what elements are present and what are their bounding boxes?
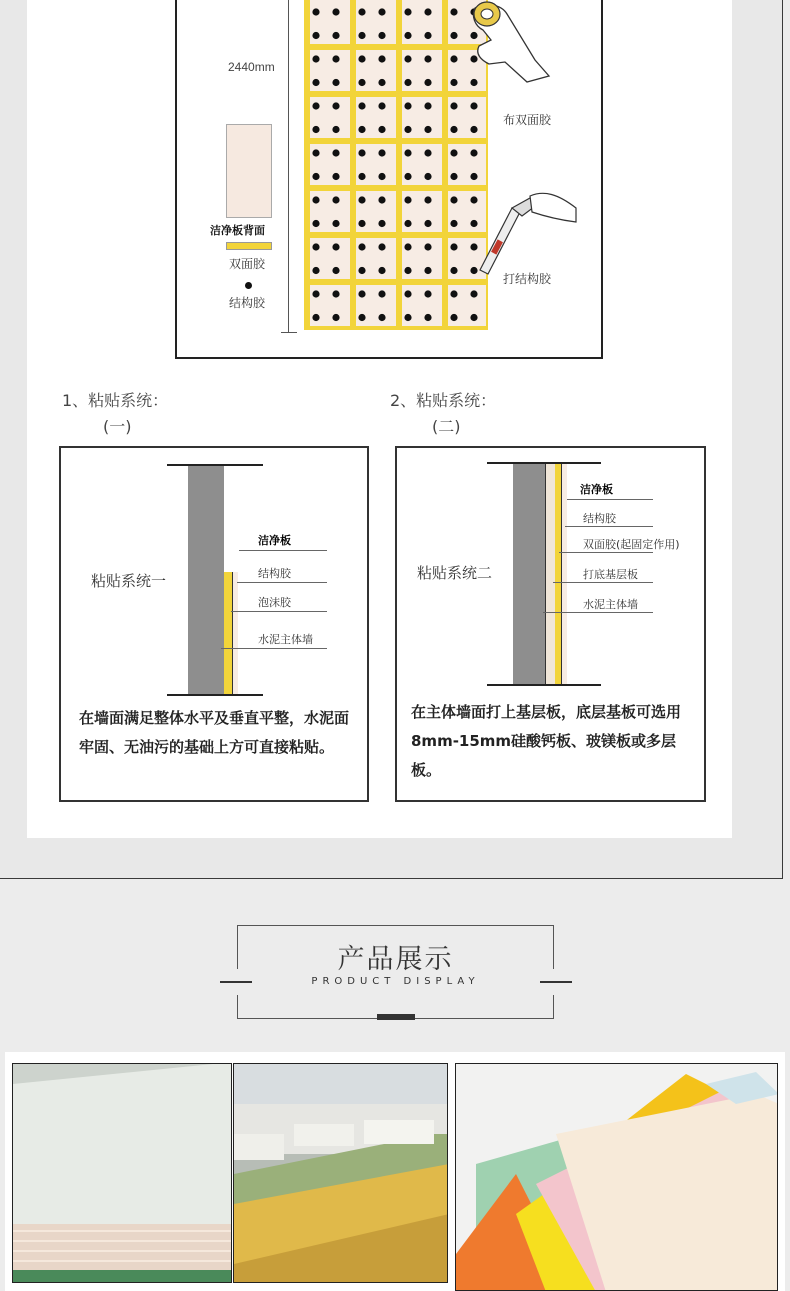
glue-dot (378, 290, 385, 297)
glue-dot (424, 290, 431, 297)
glue-dot (450, 149, 457, 156)
tape-legend-label: 双面胶 (229, 257, 266, 271)
glue-dot (470, 149, 477, 156)
glue-dot (404, 79, 411, 86)
height-dimension-line (288, 0, 289, 333)
glue-dot (312, 196, 319, 203)
glue-dot (332, 32, 339, 39)
product-section-subtitle: PRODUCT DISPLAY (311, 976, 480, 987)
glue-dot (312, 55, 319, 62)
glue-dot (470, 290, 477, 297)
glue-dot (378, 32, 385, 39)
base-board-layer (545, 464, 555, 684)
system2-title: 粘贴系统二 (417, 564, 493, 582)
product-photo-white-board[interactable] (12, 1063, 232, 1283)
glue-dot (404, 267, 411, 274)
product-section-header (237, 925, 554, 1019)
system2-caption: 2、粘贴系统： (390, 391, 497, 410)
hand-applying-tape-icon (445, 0, 555, 90)
glue-dot (312, 267, 319, 274)
glue-dot (332, 173, 339, 180)
glue-dot (450, 126, 457, 133)
glue-dot (404, 173, 411, 180)
header-right-rule (540, 981, 572, 983)
layer-leader (221, 648, 327, 649)
glue-dot (332, 102, 339, 109)
product-gallery (5, 1052, 785, 1291)
glue-dot (404, 196, 411, 203)
glue-dot (332, 314, 339, 321)
foam-tape-layer (224, 572, 232, 694)
system2-box (395, 446, 706, 802)
glue-dot (404, 126, 411, 133)
glue-dot (312, 314, 319, 321)
glue-dot (332, 267, 339, 274)
glue-dot (312, 32, 319, 39)
wall-bottom-line (487, 684, 601, 686)
glue-dot (312, 79, 319, 86)
layer-leader (567, 499, 653, 500)
glue-dot (332, 149, 339, 156)
glue-dot (358, 243, 365, 250)
glue-dot (312, 8, 319, 15)
header-accent-bar (377, 1014, 415, 1020)
glue-dot (358, 102, 365, 109)
product-section-title: 产品展示 (337, 944, 454, 975)
system1-subcaption: (一) (103, 417, 132, 436)
system1-caption: 1、粘贴系统： (62, 391, 169, 410)
glue-dot (378, 126, 385, 133)
layer-label: 水泥主体墙 (583, 598, 638, 611)
cement-wall (188, 466, 224, 694)
tape-strip-horizontal (304, 185, 488, 191)
tape-swatch (226, 242, 272, 250)
layer-leader (231, 611, 327, 612)
glue-dot (424, 314, 431, 321)
glue-dot (378, 196, 385, 203)
glue-dot (424, 173, 431, 180)
glue-dot (450, 102, 457, 109)
layer-label: 洁净板 (258, 534, 291, 547)
color-samples-image (456, 1064, 778, 1291)
glue-dot (378, 220, 385, 227)
glue-dot (378, 243, 385, 250)
glue-dot (424, 102, 431, 109)
layer-leader (237, 582, 327, 583)
glue-dot (358, 314, 365, 321)
height-dimension-tick (281, 332, 297, 333)
layer-leader (239, 550, 327, 551)
tape-strip-horizontal (304, 138, 488, 144)
glue-dot (450, 267, 457, 274)
glue-dot (424, 267, 431, 274)
glue-dot (358, 267, 365, 274)
glue-dot (424, 149, 431, 156)
product-photo-warehouse[interactable] (233, 1063, 448, 1283)
warehouse-image (234, 1064, 448, 1283)
glue-dot (424, 55, 431, 62)
glue-dot (332, 79, 339, 86)
glue-dot (332, 8, 339, 15)
glue-dot (450, 173, 457, 180)
layer-label: 洁净板 (580, 483, 613, 496)
board-back-label: 洁净板背面 (210, 224, 265, 237)
glue-dot (470, 173, 477, 180)
glue-dot (312, 220, 319, 227)
tape-strip-horizontal (304, 232, 488, 238)
wall-bottom-line (167, 694, 263, 696)
glue-dot (378, 102, 385, 109)
glue-dot (332, 196, 339, 203)
glue-dot (332, 243, 339, 250)
glue-dot (404, 32, 411, 39)
glue-dot-swatch (245, 282, 252, 289)
glue-dot (312, 243, 319, 250)
glue-dot (332, 126, 339, 133)
white-board-image (13, 1064, 232, 1283)
glue-dot (312, 173, 319, 180)
glue-dot (358, 173, 365, 180)
glue-dot (378, 79, 385, 86)
height-label: 2440mm (228, 60, 275, 74)
glue-dot (358, 8, 365, 15)
tape-strip-horizontal (304, 279, 488, 285)
product-photo-color-samples[interactable] (455, 1063, 778, 1291)
glue-dot (332, 220, 339, 227)
glue-dot (358, 220, 365, 227)
layer-leader (553, 582, 653, 583)
glue-dot (404, 314, 411, 321)
glue-dot (312, 149, 319, 156)
glue-dot (450, 290, 457, 297)
glue-dot (358, 32, 365, 39)
glue-dot (404, 290, 411, 297)
glue-dot (378, 173, 385, 180)
glue-dot (424, 196, 431, 203)
layer-leader (565, 526, 653, 527)
glue-dot (358, 55, 365, 62)
glue-dot (404, 243, 411, 250)
glue-dot (358, 290, 365, 297)
cement-wall (513, 464, 545, 684)
layer-leader (559, 552, 653, 553)
glue-dot (378, 267, 385, 274)
glue-dot (358, 79, 365, 86)
tape-strip-horizontal (304, 91, 488, 97)
glue-dot (312, 102, 319, 109)
system1-description: 在墙面满足整体水平及垂直平整，水泥面牢固、无油污的基础上方可直接粘贴。 (79, 709, 350, 756)
glue-dot (404, 55, 411, 62)
glue-dot (404, 8, 411, 15)
glue-gun-icon (472, 186, 580, 278)
layer-label: 水泥主体墙 (258, 633, 313, 646)
system2-subcaption: (二) (432, 417, 461, 436)
glue-dot (424, 79, 431, 86)
layer-label: 泡沫胶 (258, 596, 291, 609)
glue-dot (378, 55, 385, 62)
glue-dot (424, 220, 431, 227)
glue-dot (404, 102, 411, 109)
system1-title: 粘贴系统一 (91, 572, 167, 590)
glue-legend-label: 结构胶 (229, 296, 266, 310)
glue-dot (424, 8, 431, 15)
glue-dot (358, 126, 365, 133)
glue-dot (404, 220, 411, 227)
clean-board-layer (232, 572, 238, 694)
glue-dot (424, 126, 431, 133)
glue-dot (424, 243, 431, 250)
glue-dot (378, 149, 385, 156)
glue-dot (424, 32, 431, 39)
glue-dot (378, 314, 385, 321)
layer-label: 结构胶 (583, 512, 616, 525)
system2-description: 在主体墙面打上基层板，底层基板可选用8mm-15mm硅酸钙板、玻镁板或多层板。 (411, 703, 682, 779)
glue-dot (470, 314, 477, 321)
layer-label: 结构胶 (258, 567, 291, 580)
glue-dot (312, 126, 319, 133)
glue-dot (470, 102, 477, 109)
glue-dot (358, 196, 365, 203)
glue-dot (378, 8, 385, 15)
apply-glue-label: 打结构胶 (503, 272, 552, 286)
glue-dot (450, 220, 457, 227)
layer-label: 打底基层板 (583, 568, 638, 581)
glue-dot (450, 196, 457, 203)
header-left-rule (220, 981, 252, 983)
glue-dot (470, 126, 477, 133)
glue-dot (450, 314, 457, 321)
apply-tape-label: 布双面胶 (503, 113, 552, 127)
layer-label: 双面胶(起固定作用) (583, 538, 680, 551)
glue-dot (332, 55, 339, 62)
glue-dot (450, 243, 457, 250)
glue-dot (404, 149, 411, 156)
glue-dot (312, 290, 319, 297)
board-back-swatch (226, 124, 272, 218)
tape-strip-horizontal (304, 326, 488, 330)
clean-board-layer (561, 464, 567, 684)
system1-box (59, 446, 369, 802)
layer-leader (543, 612, 653, 613)
glue-dot (332, 290, 339, 297)
glue-dot (358, 149, 365, 156)
